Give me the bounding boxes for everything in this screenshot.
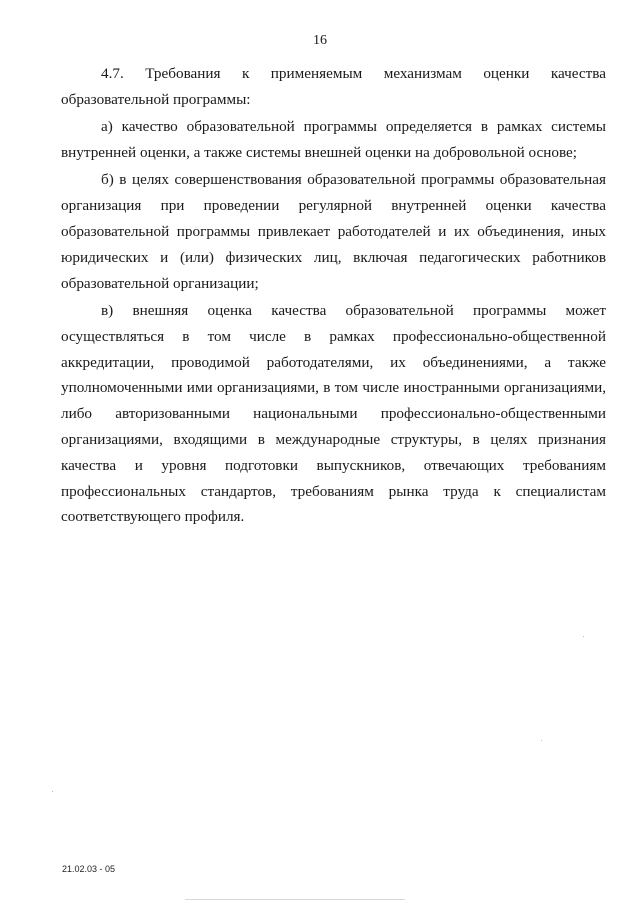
section-heading-4-7: 4.7. Требования к применяемым механизмам оценки качества образовательной программы:	[61, 65, 606, 108]
page-number: 16	[313, 33, 327, 48]
paragraph-v: в) внешняя оценка качества образовательной программы может осуществляться в том числе в рамках профессионально-общественной аккредитации, проводимой работодателями, их объединениями, а также уполномоченными ими организациями, в том числе иностранными организациями, либо авторизованными национальными профессионально-общественными организациями, входящими в международные структуры, в целях признания качества и уровня подготовки выпускников, отвечающих требованиям профессиональных стандартов, требованиям рынка труда к специалистам соответствующего профиля.	[61, 301, 606, 526]
scan-speck	[541, 740, 542, 741]
paragraph-b: б) в целях совершенствования образовательной программы образовательная организация при проведении регулярной внутренней оценки качества образовательной программы привлекает работодателей и их объединения, иных юридических и (или) физических лиц, включая педагогических работников образовательной организации;	[61, 171, 606, 292]
scan-speck	[52, 791, 53, 792]
document-code-footer: 21.02.03 - 05	[62, 864, 116, 874]
paragraph-a: а) качество образовательной программы определяется в рамках системы внутренней оценки, а также системы внешней оценки на добровольной основе;	[61, 118, 606, 161]
document-body	[61, 61, 606, 532]
scan-edge-line	[185, 899, 405, 900]
scan-speck	[583, 636, 584, 637]
